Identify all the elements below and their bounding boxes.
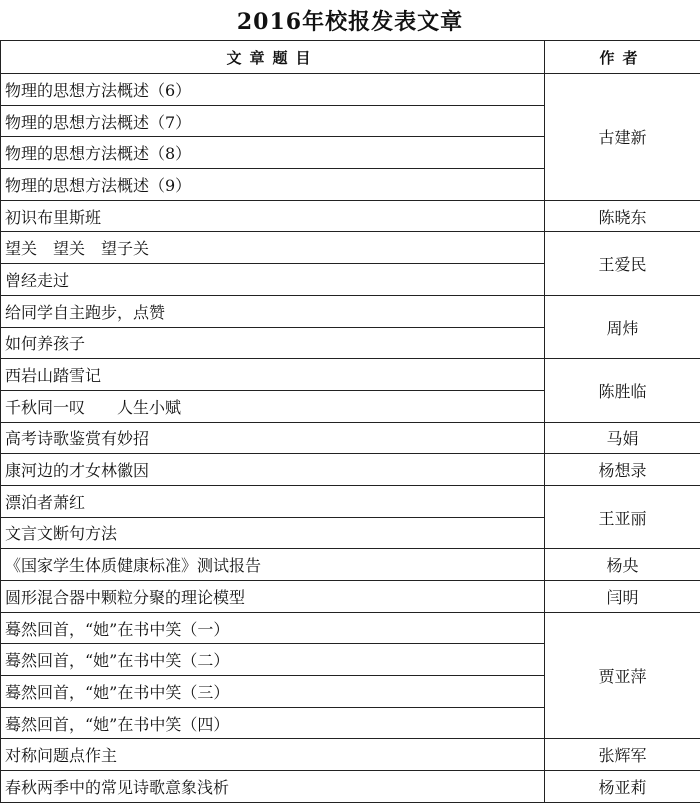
article-title-cell: 漂泊者萧红 — [1, 485, 545, 517]
articles-table — [0, 40, 700, 803]
article-title-cell: 给同学自主跑步，点赞 — [1, 295, 545, 327]
table-row — [1, 200, 700, 232]
header-title-column: 文章题目 — [1, 41, 545, 74]
author-cell: 陈胜临 — [545, 359, 700, 422]
article-title-cell: 对称问题点作主 — [1, 739, 545, 771]
table-row — [1, 739, 700, 771]
article-title-cell: 曾经走过 — [1, 264, 545, 296]
author-cell: 周炜 — [545, 295, 700, 358]
article-title-cell: 蓦然回首，“她”在书中笑（二） — [1, 644, 545, 676]
table-header-row — [1, 41, 700, 74]
table-row — [1, 454, 700, 486]
table-row — [1, 771, 700, 803]
article-title-cell: 如何养孩子 — [1, 327, 545, 359]
document-title: 2016年校报发表文章 — [236, 8, 464, 35]
table-row — [1, 485, 700, 517]
article-title-cell: 初识布里斯班 — [1, 200, 545, 232]
article-title-cell: 春秋两季中的常见诗歌意象浅析 — [1, 771, 545, 803]
article-title-cell: 西岩山踏雪记 — [1, 359, 545, 391]
author-cell: 闫明 — [545, 581, 700, 613]
author-cell: 贾亚萍 — [545, 612, 700, 739]
table-row — [1, 74, 700, 106]
header-author-column: 作者 — [545, 41, 700, 74]
article-title-cell: 康河边的才女林徽因 — [1, 454, 545, 486]
author-cell: 马娟 — [545, 422, 700, 454]
table-row — [1, 232, 700, 264]
article-title-cell: 千秋同一叹 人生小赋 — [1, 390, 545, 422]
author-cell: 陈晓东 — [545, 200, 700, 232]
article-title-cell: 物理的思想方法概述（9） — [1, 169, 545, 201]
table-row — [1, 612, 700, 644]
article-title-cell: 物理的思想方法概述（8） — [1, 137, 545, 169]
table-row — [1, 359, 700, 391]
table-row — [1, 295, 700, 327]
author-cell: 杨央 — [545, 549, 700, 581]
article-title-cell: 物理的思想方法概述（7） — [1, 105, 545, 137]
author-cell: 古建新 — [545, 74, 700, 201]
author-cell: 杨想录 — [545, 454, 700, 486]
article-title-cell: 蓦然回首，“她”在书中笑（四） — [1, 707, 545, 739]
table-row — [1, 549, 700, 581]
article-title-cell: 蓦然回首，“她”在书中笑（一） — [1, 612, 545, 644]
article-title-cell: 高考诗歌鉴赏有妙招 — [1, 422, 545, 454]
article-title-cell: 文言文断句方法 — [1, 517, 545, 549]
table-body — [1, 74, 700, 803]
author-cell: 杨亚莉 — [545, 771, 700, 803]
article-title-cell: 物理的思想方法概述（6） — [1, 74, 545, 106]
article-title-cell: 《国家学生体质健康标准》测试报告 — [1, 549, 545, 581]
table-row — [1, 581, 700, 613]
article-title-cell: 圆形混合器中颗粒分聚的理论模型 — [1, 581, 545, 613]
article-title-cell: 蓦然回首，“她”在书中笑（三） — [1, 676, 545, 708]
article-title-cell: 望关 望关 望子关 — [1, 232, 545, 264]
author-cell: 王爱民 — [545, 232, 700, 295]
table-row — [1, 422, 700, 454]
author-cell: 王亚丽 — [545, 485, 700, 548]
author-cell: 张辉军 — [545, 739, 700, 771]
